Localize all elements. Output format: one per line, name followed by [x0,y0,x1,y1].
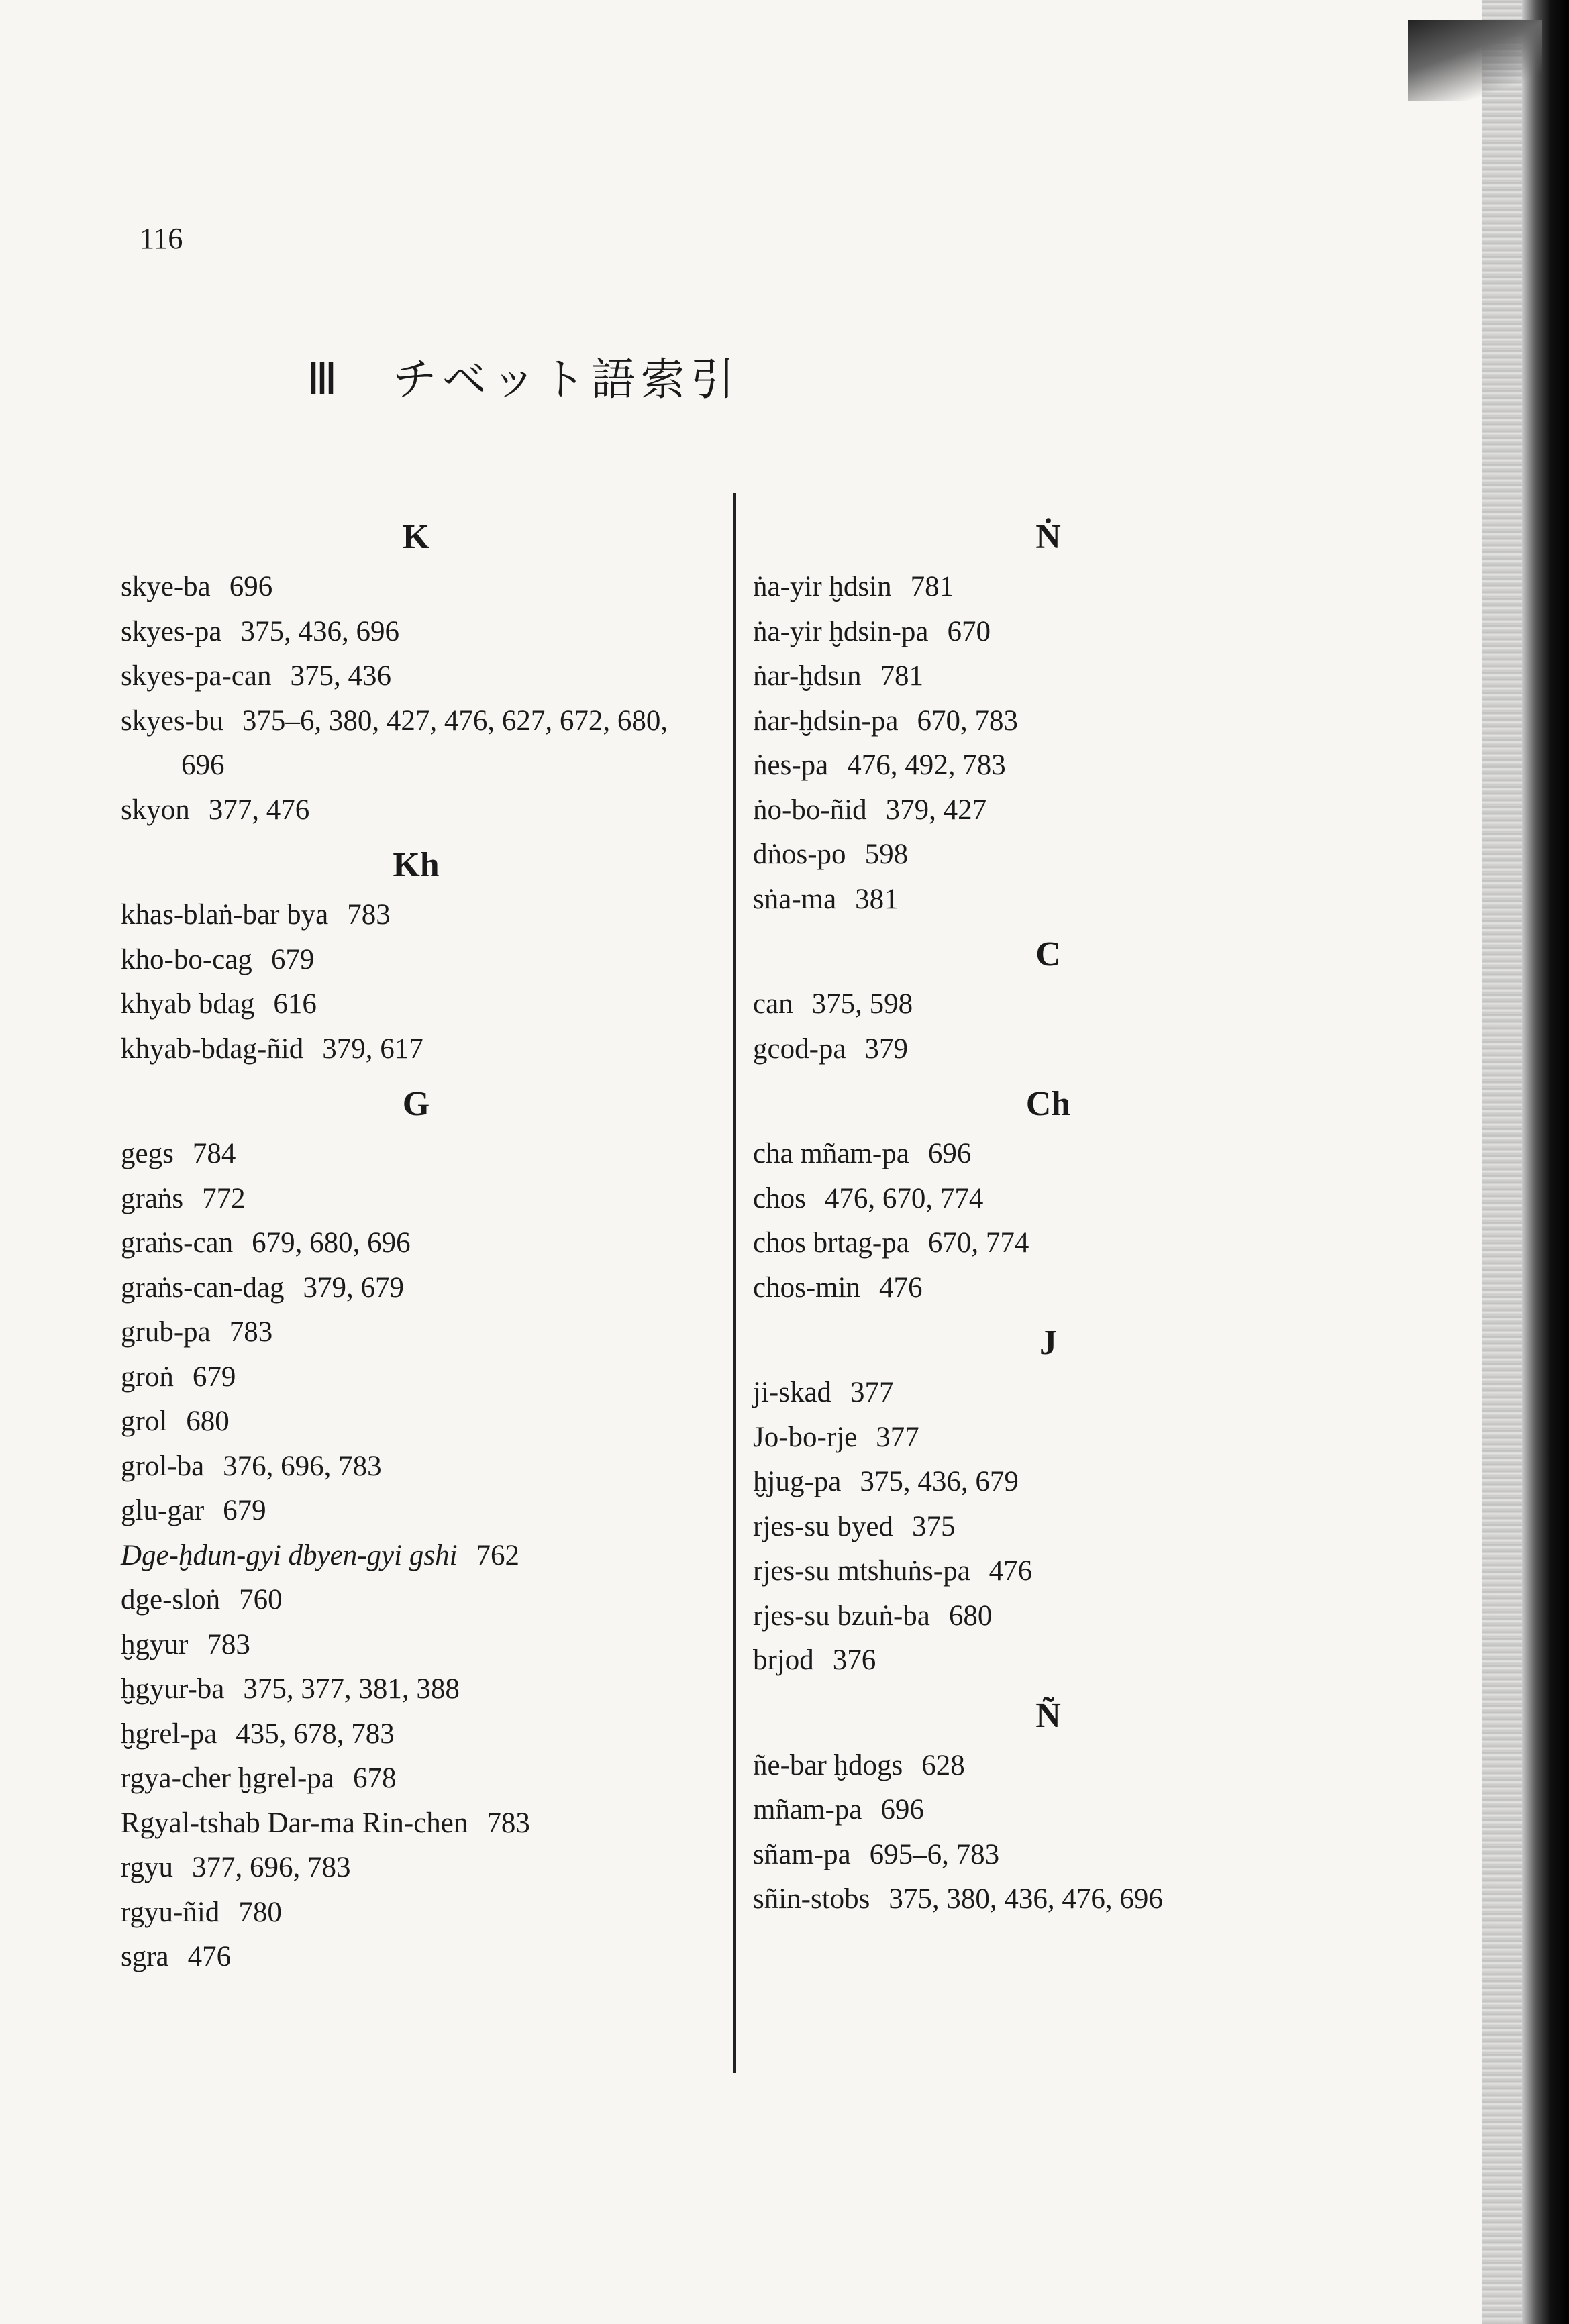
index-entry [753,1594,1357,1639]
index-entry [753,699,1357,744]
page-references: 679 [192,1361,236,1393]
page-references: 772 [202,1182,246,1214]
column-divider [733,493,736,2073]
index-term: graṅs [121,1182,184,1214]
index-term: ṅes-pa [753,749,829,781]
section-heading: Ṅ [1035,518,1061,556]
index-entry [753,1833,1357,1878]
page-references: 784 [192,1138,236,1169]
page-references: 783 [347,899,391,931]
index-entry [121,788,725,833]
index-term: mñam-pa [753,1794,862,1826]
index-term: glu-gar [121,1495,205,1526]
scan-edge-shadow [1522,0,1569,2324]
index-entry [121,1846,725,1891]
index-term: ñe-bar ḫdogs [753,1749,903,1781]
page-references: 616 [273,988,317,1020]
index-term: grol-ba [121,1450,205,1482]
index-entry [121,699,725,788]
section-heading: Ñ [1035,1696,1061,1735]
index-term: kho-bo-cag [121,943,252,975]
index-term: graṅs-can-dag [121,1271,285,1304]
index-term: brjod [753,1644,814,1676]
index-term: sñin-stobs [753,1883,870,1915]
page-references: 375, 598 [811,988,913,1020]
page-title: Ⅲ チベット語索引 [307,354,740,405]
page-references: 628 [921,1749,965,1781]
index-term: cha mñam-pa [753,1138,909,1169]
index-entry [753,1132,1357,1177]
index-term: ṅar-ḫdsın [753,660,862,692]
page-references: 375, 436, 679 [860,1466,1019,1497]
page-references: 375–6, 380, 427, 476, 627, 672, 680, [242,704,668,737]
index-entry [121,1756,725,1801]
index-term: chos brtag-pa [753,1227,909,1259]
index-entry [121,1667,725,1712]
page-references: 377 [850,1377,894,1408]
page-references: 476, 492, 783 [847,749,1006,781]
section-gap [121,1071,725,1077]
page-references: 783 [487,1807,530,1839]
index-term: ḫgrel-pa [121,1718,217,1750]
page-references: 679 [223,1495,266,1526]
page-references: 783 [229,1316,273,1348]
index-entry [121,654,725,699]
page-references: 695–6, 783 [869,1838,1000,1870]
page-references: 670, 774 [927,1227,1029,1259]
page-references: 379, 427 [885,794,987,826]
index-term: grub-pa [121,1316,211,1348]
index-entry [121,1310,725,1355]
index-entry [753,1266,1357,1311]
section-gap [753,1310,1357,1316]
index-term: skye-ba [121,571,211,602]
index-entry [121,1578,725,1623]
index-term: rjes-su byed [753,1510,893,1542]
index-term: chos [753,1182,806,1214]
section-heading: J [1040,1324,1057,1362]
section-gap [753,1683,1357,1689]
section-gap [121,1980,725,1985]
index-entry [753,743,1357,788]
index-term: khyab bdag [121,988,255,1020]
index-entry [753,1371,1357,1416]
index-entry [121,893,725,938]
page-references: 762 [476,1539,520,1571]
section-heading: K [402,518,430,556]
index-term: skyes-pa-can [121,660,272,692]
index-entry [753,1027,1357,1072]
page-references-continued: 696 [181,749,225,781]
page-references: 670 [947,615,991,647]
page-references: 379, 679 [303,1271,405,1304]
page-references: 379, 617 [322,1033,423,1065]
page-references: 696 [229,571,273,602]
page-references: 783 [207,1628,250,1660]
page-references: 781 [910,571,954,602]
index-term: can [753,988,793,1020]
page-references: 476 [879,1271,923,1304]
index-entry [753,565,1357,610]
index-term: khyab-bdag-ñid [121,1033,304,1065]
page-references: 680 [186,1406,230,1437]
index-term: khas-blaṅ-bar bya [121,899,329,931]
index-term: rgyu [121,1852,174,1883]
index-entry [121,1801,725,1846]
index-term: sgra [121,1941,169,1972]
index-entry [753,1877,1357,1922]
page-references: 375, 377, 381, 388 [243,1673,460,1705]
section-heading: G [402,1085,430,1123]
page-references: 780 [238,1896,282,1928]
index-entry [121,1623,725,1668]
index-entry [121,1935,725,1980]
index-term: rjes-su bzuṅ-ba [753,1599,930,1632]
index-entry [121,938,725,983]
index-term: sṅa-ma [753,883,837,915]
index-entry [753,1638,1357,1683]
index-term: ḫgyur [121,1628,189,1660]
index-term: ji-skad [753,1377,832,1408]
index-term: rjes-su mtshuṅs-pa [753,1555,970,1587]
index-term: rgyu-ñid [121,1896,220,1928]
index-term: gcod-pa [753,1033,846,1065]
index-entry [753,1460,1357,1505]
index-entry [121,1444,725,1489]
section-heading: Ch [1025,1085,1071,1123]
section-gap [753,1922,1357,1927]
index-term: grol [121,1406,168,1437]
page-references: 760 [239,1584,283,1616]
index-term: ḫgyur-ba [121,1673,225,1705]
index-entry [753,833,1357,878]
page-number: 116 [140,222,183,255]
page-references: 696 [927,1138,972,1169]
index-entry [753,1549,1357,1594]
index-entry [753,1788,1357,1833]
index-term: ṅar-ḫdsin-pa [753,704,899,737]
index-entry [753,654,1357,699]
index-entry [121,1027,725,1072]
index-term: ḫjug-pa [753,1466,842,1497]
index-entry [121,1891,725,1936]
page-references: 781 [880,660,924,692]
index-entry [121,610,725,655]
left-column [121,510,725,1985]
section-gap [753,1071,1357,1077]
page-references: 377, 696, 783 [192,1852,351,1883]
index-term: chos-min [753,1271,861,1304]
section-gap [753,922,1357,927]
index-entry [753,610,1357,655]
page-references: 379 [864,1033,908,1065]
right-column [753,510,1357,1927]
index-entry [753,1744,1357,1789]
index-entry [121,1399,725,1444]
page-references: 377 [876,1421,919,1453]
scan-corner-shadow [1408,20,1542,101]
page-references: 376, 696, 783 [223,1450,382,1482]
index-term: dṅos-po [753,839,846,870]
page-references: 680 [948,1599,993,1632]
index-term: Rgyal-tshab Dar-ma Rin-chen [121,1807,468,1839]
index-term: sñam-pa [753,1838,851,1870]
index-term: Jo-bo-rje [753,1421,858,1453]
index-term: gegs [121,1138,174,1169]
index-entry [753,1177,1357,1222]
index-entry [753,1221,1357,1266]
section-heading: C [1035,935,1061,973]
page-references: 375, 436, 696 [240,615,399,647]
section-heading: Kh [393,846,440,884]
index-entry [753,878,1357,922]
page-references: 381 [855,883,899,915]
index-entry [121,982,725,1027]
index-entry [121,1177,725,1222]
index-term: dge-sloṅ [121,1584,221,1616]
index-term: Dge-ḫdun-gyi dbyen-gyi gshi [121,1539,458,1571]
section-gap [121,833,725,838]
index-entry [121,565,725,610]
index-term: graṅs-can [121,1227,234,1259]
index-entry [121,1534,725,1579]
index-term: skyon [121,794,190,826]
page-references: 476 [187,1941,232,1972]
index-term: rgya-cher ḫgrel-pa [121,1762,334,1794]
page-references: 375, 436 [290,660,391,692]
index-entry [121,1132,725,1177]
page-references: 696 [880,1794,924,1826]
index-term: ṅo-bo-ñid [753,794,867,826]
index-entry [753,1505,1357,1550]
index-term: ṅa-yir ḫdsin [753,571,892,602]
index-term: ṅa-yir ḫdsin-pa [753,615,929,647]
page-references: 670, 783 [917,704,1018,737]
page-references: 678 [352,1762,397,1794]
page-references: 377, 476 [208,794,310,826]
index-entry [753,1416,1357,1461]
page-references: 679 [270,943,315,975]
page-references: 476, 670, 774 [824,1182,984,1214]
index-entry [121,1266,725,1311]
index-term: skyes-pa [121,615,222,647]
index-entry [753,788,1357,833]
page-references: 375 [911,1510,956,1542]
page-references: 375, 380, 436, 476, 696 [889,1883,1163,1915]
scan-edge-grain [1482,0,1522,2324]
index-entry [121,1221,725,1266]
index-entry [121,1712,725,1757]
index-term: skyes-bu [121,704,223,737]
index-entry [753,982,1357,1027]
page-references: 435, 678, 783 [236,1718,395,1750]
page-references: 376 [832,1644,876,1676]
page-references: 598 [864,839,909,870]
index-entry [121,1489,725,1534]
page-references: 679, 680, 696 [252,1227,411,1259]
page-references: 476 [989,1555,1033,1587]
index-term: groṅ [121,1361,174,1393]
index-entry [121,1355,725,1400]
